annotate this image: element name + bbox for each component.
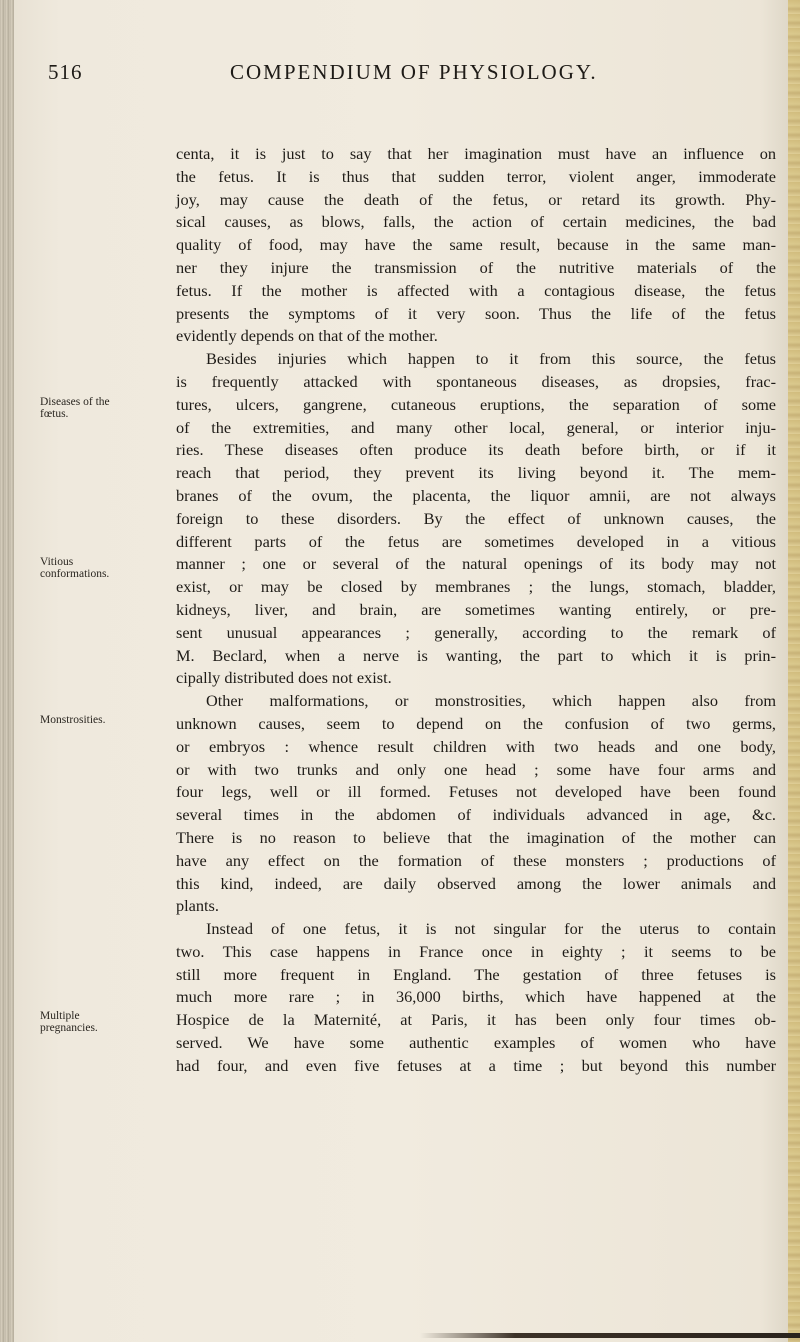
text-line: ries. These diseases often produce its death before birth, or if it <box>176 440 776 460</box>
page-number: 516 <box>48 60 83 84</box>
text-line: this kind, indeed, are daily observed among the lower animals and <box>176 873 776 893</box>
text-line: cipally distributed does not exist. <box>176 668 392 688</box>
text-line: different parts of the fetus are sometimes developed in a vitious <box>176 531 776 551</box>
binding-edge <box>0 0 14 1342</box>
text-line: much more rare ; in 36,000 births, which have happened at the <box>176 987 776 1007</box>
text-line: served. We have some authentic examples of women who have <box>176 1033 776 1053</box>
text-line: fetus. If the mother is affected with a contagious disease, the fetus <box>176 280 776 300</box>
text-line: several times in the abdomen of individuals advanced in age, &c. <box>176 805 776 825</box>
text-line: kidneys, liver, and brain, are sometimes wanting entirely, or pre- <box>176 599 776 619</box>
text-line: is frequently attacked with spontaneous diseases, as dropsies, frac- <box>176 371 776 391</box>
text-line: have any effect on the formation of these monsters ; productions of <box>176 850 776 870</box>
text-line: Hospice de la Maternité, at Paris, it has been only four times ob- <box>176 1010 776 1030</box>
running-head: COMPENDIUM OF PHYSIOLOGY. <box>230 60 598 84</box>
margin-note-diseases: Diseases of the fœtus. <box>40 396 110 420</box>
text-line: sical causes, as blows, falls, the action of certain medicines, the bad <box>176 212 776 232</box>
text-line: unknown causes, seem to depend on the confusion of two germs, <box>176 713 776 733</box>
margin-note-multiple-pregnancies: Multiple pregnancies. <box>40 1010 98 1034</box>
text-line: joy, may cause the death of the fetus, or retard its growth. Phy- <box>176 189 776 209</box>
text-line: There is no reason to believe that the imagination of the mother can <box>176 827 776 847</box>
text-line: had four, and even five fetuses at a time ; but beyond this number <box>176 1055 776 1075</box>
text-line: M. Beclard, when a nerve is wanting, the part to which it is prin- <box>176 645 776 665</box>
text-line: presents the symptoms of it very soon. Thus the life of the fetus <box>176 303 776 323</box>
text-line: foreign to these disorders. By the effect of unknown causes, the <box>176 508 776 528</box>
text-line: Other malformations, or monstrosities, which happen also from <box>206 691 776 711</box>
page-header <box>48 60 728 90</box>
bottom-rule <box>420 1333 800 1338</box>
text-line: still more frequent in England. The gestation of three fetuses is <box>176 964 776 984</box>
text-line: Besides injuries which happen to it from this source, the fetus <box>206 349 776 369</box>
text-line: branes of the ovum, the placenta, the liquor amnii, are not always <box>176 485 776 505</box>
text-line: exist, or may be closed by membranes ; the lungs, stomach, bladder, <box>176 577 776 597</box>
text-line: sent unusual appearances ; generally, according to the remark of <box>176 622 776 642</box>
margin-note-vitious-conformations: Vitious conformations. <box>40 556 110 580</box>
text-line: tures, ulcers, gangrene, cutaneous eruptions, the separation of some <box>176 394 776 414</box>
text-line: plants. <box>176 896 219 916</box>
text-line: of the extremities, and many other local, general, or interior inju- <box>176 417 776 437</box>
text-line: ner they injure the transmission of the nutritive materials of the <box>176 257 776 277</box>
text-line: four legs, well or ill formed. Fetuses not developed have been found <box>176 782 776 802</box>
text-line: manner ; one or several of the natural openings of its body may not <box>176 554 776 574</box>
text-line: evidently depends on that of the mother. <box>176 326 438 346</box>
margin-note-monstrosities: Monstrosities. <box>40 714 106 726</box>
text-line: or with two trunks and only one head ; some have four arms and <box>176 759 776 779</box>
text-line: or embryos : whence result children with two heads and one body, <box>176 736 776 756</box>
text-line: Instead of one fetus, it is not singular for the uterus to contain <box>206 919 776 939</box>
page-edge <box>788 0 800 1342</box>
text-line: reach that period, they prevent its living beyond it. The mem- <box>176 463 776 483</box>
text-line: two. This case happens in France once in eighty ; it seems to be <box>176 941 776 961</box>
text-line: quality of food, may have the same result, because in the same man- <box>176 235 776 255</box>
text-line: centa, it is just to say that her imagination must have an influence on <box>176 144 776 163</box>
body-text <box>176 143 776 1078</box>
text-line: the fetus. It is thus that sudden terror, violent anger, immoderate <box>176 166 776 186</box>
